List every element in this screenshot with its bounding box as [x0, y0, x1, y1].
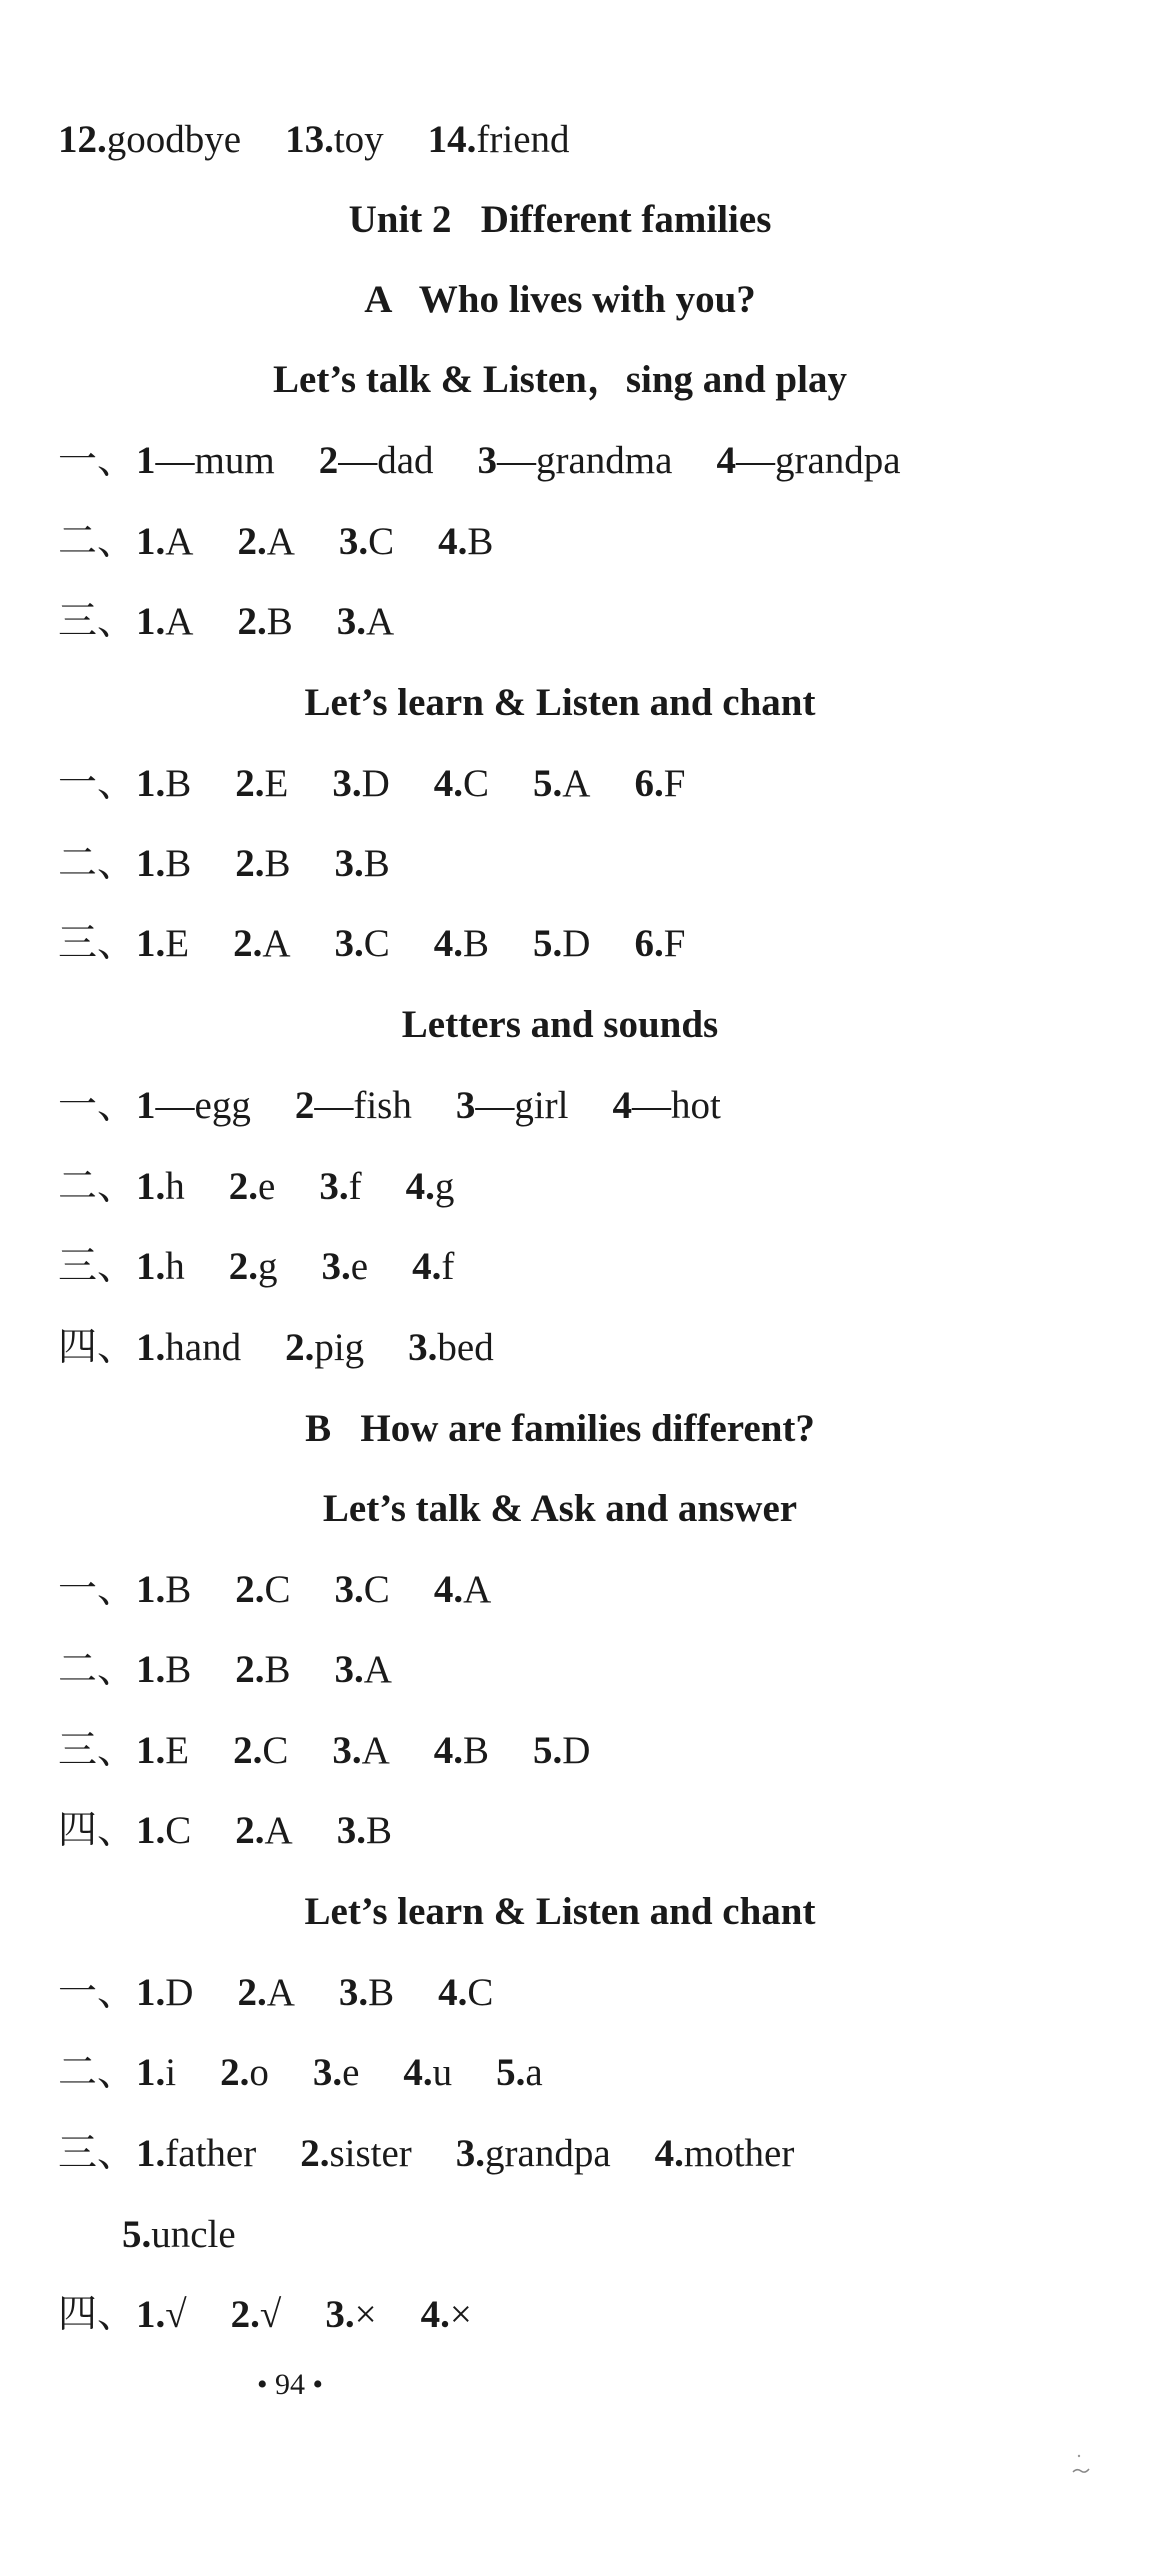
item-number: 3 [455, 1084, 476, 1127]
item-answer: A [266, 1971, 295, 2014]
item-answer: A [463, 1568, 492, 1611]
item-answer: f [441, 1245, 455, 1288]
answer-item [478, 437, 673, 485]
question-prefix: 一、 [58, 1970, 137, 2015]
item-number: 3. [332, 762, 362, 805]
item-number: 3. [321, 1245, 351, 1288]
item-answer: B [165, 762, 192, 805]
answer-line [58, 598, 394, 646]
answer-item [233, 1727, 288, 1775]
item-answer: e [342, 2051, 360, 2094]
item-answer: —egg [155, 1084, 251, 1127]
answer-line [58, 1807, 392, 1855]
item-number: 2. [300, 2132, 330, 2175]
question-prefix: 一、 [58, 1083, 137, 1128]
answer-item [235, 840, 290, 888]
question-prefix: 二、 [58, 519, 137, 564]
item-number: 1. [136, 1326, 166, 1369]
item-answer: e [350, 1245, 369, 1288]
item-answer: —fish [314, 1084, 412, 1127]
answer-item [325, 2291, 376, 2339]
question-prefix: 三、 [58, 1728, 137, 1773]
item-number: 3. [334, 922, 364, 965]
item-answer: B [165, 1648, 192, 1691]
item-number: 5. [533, 922, 563, 965]
item-number: 4. [433, 1568, 464, 1611]
answer-line [58, 1324, 494, 1372]
item-number: 2. [228, 1245, 259, 1288]
item-answer: B [266, 600, 293, 643]
item-answer: g [258, 1245, 278, 1288]
item-number: 4. [438, 1971, 468, 2014]
answer-item [313, 2049, 360, 2097]
answer-item [438, 1969, 493, 2017]
answer-item [136, 2049, 176, 2097]
item-number: 1 [136, 439, 156, 482]
answer-item [335, 920, 390, 968]
item-number: 2. [230, 2293, 260, 2336]
cross-mark: × [449, 2293, 472, 2336]
item-number: 4. [438, 520, 468, 563]
item-number: 13. [285, 118, 334, 161]
answer-item [220, 2049, 269, 2097]
question-prefix: 四、 [58, 1808, 137, 1853]
answer-item [235, 1566, 290, 1614]
question-prefix: 三、 [58, 599, 137, 644]
section-a-title: A Who lives with you? [364, 278, 756, 321]
answer-item [456, 2130, 611, 2178]
item-answer: —hot [632, 1084, 721, 1127]
item-answer: u [432, 2051, 453, 2094]
answer-item [403, 2049, 452, 2097]
item-number: 1. [136, 2051, 166, 2094]
item-number: 2 [318, 439, 339, 482]
question-prefix: 二、 [58, 1164, 137, 1209]
item-number: 3. [312, 2051, 343, 2094]
answer-item [136, 1324, 241, 1372]
answer-item [136, 1807, 191, 1855]
answer-item [335, 1646, 392, 1694]
item-answer: D [562, 1729, 591, 1772]
answer-item [136, 1243, 185, 1291]
answer-item [235, 1807, 292, 1855]
item-number: 4. [433, 762, 464, 805]
item-answer: C [262, 1729, 289, 1772]
item-answer: friend [476, 118, 570, 161]
item-answer: E [165, 1729, 190, 1772]
item-answer: D [562, 922, 591, 965]
answer-line [58, 1646, 392, 1694]
check-mark: √ [259, 2293, 282, 2336]
question-prefix: 四、 [58, 2292, 137, 2337]
part-title: Let’s talk & Listen，sing and play [273, 358, 847, 401]
item-number: 3. [334, 842, 364, 885]
item-answer: A [363, 1648, 392, 1691]
item-answer: C [467, 1971, 494, 2014]
item-number: 3. [455, 2132, 486, 2175]
answer-item [613, 1082, 721, 1130]
item-answer: f [348, 1165, 362, 1208]
answer-item [337, 1807, 392, 1855]
part-title: Let’s learn & Listen and chant [304, 681, 816, 724]
item-number: 1. [136, 1568, 166, 1611]
item-answer: B [165, 1568, 192, 1611]
answer-item [136, 1163, 185, 1211]
scan-speck-icon [1067, 2450, 1097, 2480]
question-prefix: 一、 [58, 438, 137, 483]
answer-item [136, 920, 189, 968]
item-answer: E [264, 762, 289, 805]
item-number: 3. [334, 1568, 364, 1611]
answer-item [421, 2291, 472, 2339]
answer-line [58, 1082, 721, 1130]
item-number: 4. [433, 922, 464, 965]
answer-item [136, 2130, 256, 2178]
section-b-title: B How are families different? [305, 1407, 815, 1450]
part-title: Let’s learn & Listen and chant [304, 1890, 816, 1933]
item-number: 1 [136, 1084, 156, 1127]
answer-line [58, 1727, 590, 1775]
item-answer: —grandma [497, 439, 673, 482]
item-answer: C [463, 762, 490, 805]
answer-item [456, 1082, 569, 1130]
item-number: 2. [237, 600, 267, 643]
answer-item [229, 1243, 278, 1291]
item-answer: B [165, 842, 192, 885]
item-answer: h [165, 1245, 185, 1288]
item-number: 2. [235, 1809, 265, 1852]
item-number: 2. [233, 922, 263, 965]
item-answer: bed [437, 1326, 494, 1369]
question-prefix: 一、 [58, 1567, 137, 1612]
answer-item [136, 1727, 189, 1775]
answer-item [136, 1566, 191, 1614]
answer-item [231, 2291, 282, 2339]
answer-item [339, 1969, 394, 2017]
item-number: 6. [634, 922, 664, 965]
item-number: 4. [412, 1245, 442, 1288]
question-prefix: 三、 [58, 2131, 137, 2176]
item-number: 3. [332, 1729, 362, 1772]
part-title: Let’s talk & Ask and answer [322, 1487, 798, 1530]
answer-item [136, 760, 191, 808]
item-number: 4 [612, 1084, 632, 1127]
item-number: 1. [136, 1729, 166, 1772]
item-answer: pig [314, 1326, 365, 1369]
item-answer: B [463, 1729, 490, 1772]
answer-line [58, 437, 901, 485]
item-answer: i [165, 2051, 177, 2094]
item-number: 2. [235, 1568, 265, 1611]
item-number: 2. [235, 1648, 265, 1691]
item-number: 2. [220, 2051, 250, 2094]
item-number: 5. [533, 1729, 563, 1772]
item-number: 1. [136, 520, 166, 563]
item-number: 4 [716, 439, 736, 482]
answer-item [434, 920, 489, 968]
item-number: 2. [237, 1971, 267, 2014]
item-number: 2 [294, 1084, 315, 1127]
item-answer: B [365, 1809, 392, 1852]
answer-line [58, 2291, 472, 2339]
answer-item [319, 1163, 361, 1211]
answer-item [434, 1566, 491, 1614]
item-answer: C [264, 1568, 291, 1611]
question-prefix: 三、 [58, 921, 137, 966]
unit-title: Unit 2 Different families [348, 198, 772, 241]
item-number: 1. [136, 1809, 166, 1852]
answer-item [337, 598, 394, 646]
answer-item [322, 1243, 369, 1291]
item-answer: e [258, 1165, 276, 1208]
item-answer: A [165, 520, 194, 563]
item-answer: mother [683, 2132, 795, 2175]
answer-item [428, 116, 570, 164]
answer-item [285, 116, 384, 164]
answer-item [434, 760, 489, 808]
answer-line [58, 1243, 454, 1291]
item-answer: A [264, 1809, 293, 1852]
item-answer: sister [329, 2132, 412, 2175]
item-answer: goodbye [106, 118, 242, 161]
item-answer: B [368, 1971, 395, 2014]
item-answer: B [363, 842, 390, 885]
answer-item [434, 1727, 489, 1775]
answer-line [58, 2130, 794, 2178]
answer-item [136, 598, 193, 646]
item-number: 3. [319, 1165, 349, 1208]
question-prefix: 一、 [58, 761, 137, 806]
answer-item [335, 840, 390, 888]
answer-line [58, 2049, 543, 2097]
item-number: 5. [122, 2213, 152, 2256]
item-number: 3. [408, 1326, 438, 1369]
item-number: 2. [228, 1165, 259, 1208]
answer-item [533, 760, 590, 808]
item-number: 5. [496, 2051, 526, 2094]
item-answer: E [165, 922, 190, 965]
item-answer: D [361, 762, 390, 805]
item-number: 1. [136, 842, 166, 885]
item-answer: A [365, 600, 395, 643]
item-number: 6. [634, 762, 664, 805]
item-number: 1. [136, 1245, 166, 1288]
answer-line [58, 760, 685, 808]
answer-line [58, 1163, 454, 1211]
item-answer: A [262, 922, 291, 965]
item-number: 3. [338, 520, 369, 563]
answer-item [406, 1163, 455, 1211]
item-number: 2. [233, 1729, 263, 1772]
item-number: 3. [336, 1809, 366, 1852]
item-answer: father [165, 2132, 257, 2175]
item-number: 1. [136, 1648, 166, 1691]
answer-item [496, 2049, 543, 2097]
item-answer: A [361, 1729, 390, 1772]
question-prefix: 二、 [58, 2050, 137, 2095]
answer-item [339, 518, 394, 566]
item-number: 4. [420, 2293, 450, 2336]
item-number: 3. [336, 600, 366, 643]
item-number: 1. [136, 2132, 166, 2175]
answer-item [136, 1969, 193, 2017]
item-number: 4. [433, 1729, 464, 1772]
item-number: 1. [136, 600, 166, 643]
question-prefix: 四、 [58, 1325, 137, 1370]
item-answer: —dad [338, 439, 434, 482]
answer-item [58, 116, 241, 164]
page-number: • 94 • [256, 2368, 323, 2401]
item-answer: A [562, 762, 591, 805]
answer-line [58, 518, 493, 566]
item-number: 4. [405, 1165, 435, 1208]
item-answer: B [463, 922, 490, 965]
item-answer: grandpa [485, 2132, 611, 2175]
item-number: 4. [654, 2132, 684, 2175]
item-number: 1. [136, 1165, 166, 1208]
item-number: 3. [334, 1648, 364, 1691]
answer-item [136, 518, 193, 566]
item-answer: toy [333, 118, 384, 161]
answer-item [332, 760, 389, 808]
item-answer: C [363, 922, 390, 965]
answer-line [58, 920, 685, 968]
answer-line-continued [122, 2211, 236, 2259]
answer-item [332, 1727, 389, 1775]
answer-item [136, 840, 191, 888]
question-prefix: 二、 [58, 841, 137, 886]
item-answer: hand [165, 1326, 242, 1369]
answer-item [716, 437, 900, 485]
item-number: 1. [136, 762, 166, 805]
item-answer: —mum [155, 439, 275, 482]
answer-item [235, 760, 288, 808]
answer-item [634, 760, 685, 808]
item-answer: B [264, 842, 291, 885]
answer-item [136, 437, 275, 485]
item-answer: B [264, 1648, 291, 1691]
answer-item [533, 1727, 590, 1775]
answer-item [237, 1969, 294, 2017]
item-answer: A [266, 520, 295, 563]
item-number: 2. [237, 520, 267, 563]
answer-item [237, 518, 294, 566]
item-answer: F [663, 922, 686, 965]
answer-item [634, 920, 685, 968]
answer-item [237, 598, 292, 646]
item-number: 14. [427, 118, 477, 161]
item-number: 3 [477, 439, 497, 482]
answer-item [438, 518, 493, 566]
item-answer: A [165, 600, 194, 643]
item-number: 2. [235, 842, 265, 885]
question-prefix: 二、 [58, 1647, 137, 1692]
answer-item [229, 1163, 276, 1211]
answer-line-top [58, 116, 570, 164]
item-number: 1. [136, 1971, 166, 2014]
answer-item [655, 2130, 795, 2178]
answer-line [58, 840, 390, 888]
item-answer: g [434, 1165, 455, 1208]
item-number: 5. [533, 762, 563, 805]
item-answer: F [663, 762, 686, 805]
answer-item [300, 2130, 412, 2178]
answer-item [235, 1646, 290, 1694]
item-number: 2. [235, 762, 265, 805]
item-number: 1. [136, 922, 166, 965]
item-answer: D [165, 1971, 194, 2014]
item-answer: C [165, 1809, 192, 1852]
item-answer: uncle [151, 2213, 236, 2256]
item-number: 2. [285, 1326, 315, 1369]
item-number: 4. [403, 2051, 433, 2094]
item-answer: C [363, 1568, 390, 1611]
item-number: 3. [325, 2293, 355, 2336]
answer-line [58, 1566, 491, 1614]
cross-mark: × [354, 2293, 377, 2336]
item-answer: B [467, 520, 494, 563]
item-answer: h [165, 1165, 185, 1208]
answer-item [122, 2211, 236, 2259]
answer-item [335, 1566, 390, 1614]
answer-item [295, 1082, 412, 1130]
answer-item [233, 920, 290, 968]
question-prefix: 三、 [58, 1244, 137, 1289]
answer-item [136, 1082, 251, 1130]
part-title: Letters and sounds [401, 1003, 719, 1046]
item-answer: C [368, 520, 395, 563]
item-answer: a [525, 2051, 543, 2094]
answer-item [136, 1646, 191, 1694]
item-answer: —girl [475, 1084, 569, 1127]
answer-item [533, 920, 590, 968]
answer-item [412, 1243, 454, 1291]
item-number: 12. [58, 118, 107, 161]
check-mark: √ [165, 2293, 187, 2336]
answer-item [136, 2291, 187, 2339]
item-number: 3. [338, 1971, 369, 2014]
answer-item [319, 437, 434, 485]
item-answer: —grandpa [735, 439, 901, 482]
answer-line [58, 1969, 493, 2017]
answer-item [285, 1324, 364, 1372]
item-number: 1. [136, 2293, 166, 2336]
answer-item [408, 1324, 494, 1372]
item-answer: o [249, 2051, 269, 2094]
